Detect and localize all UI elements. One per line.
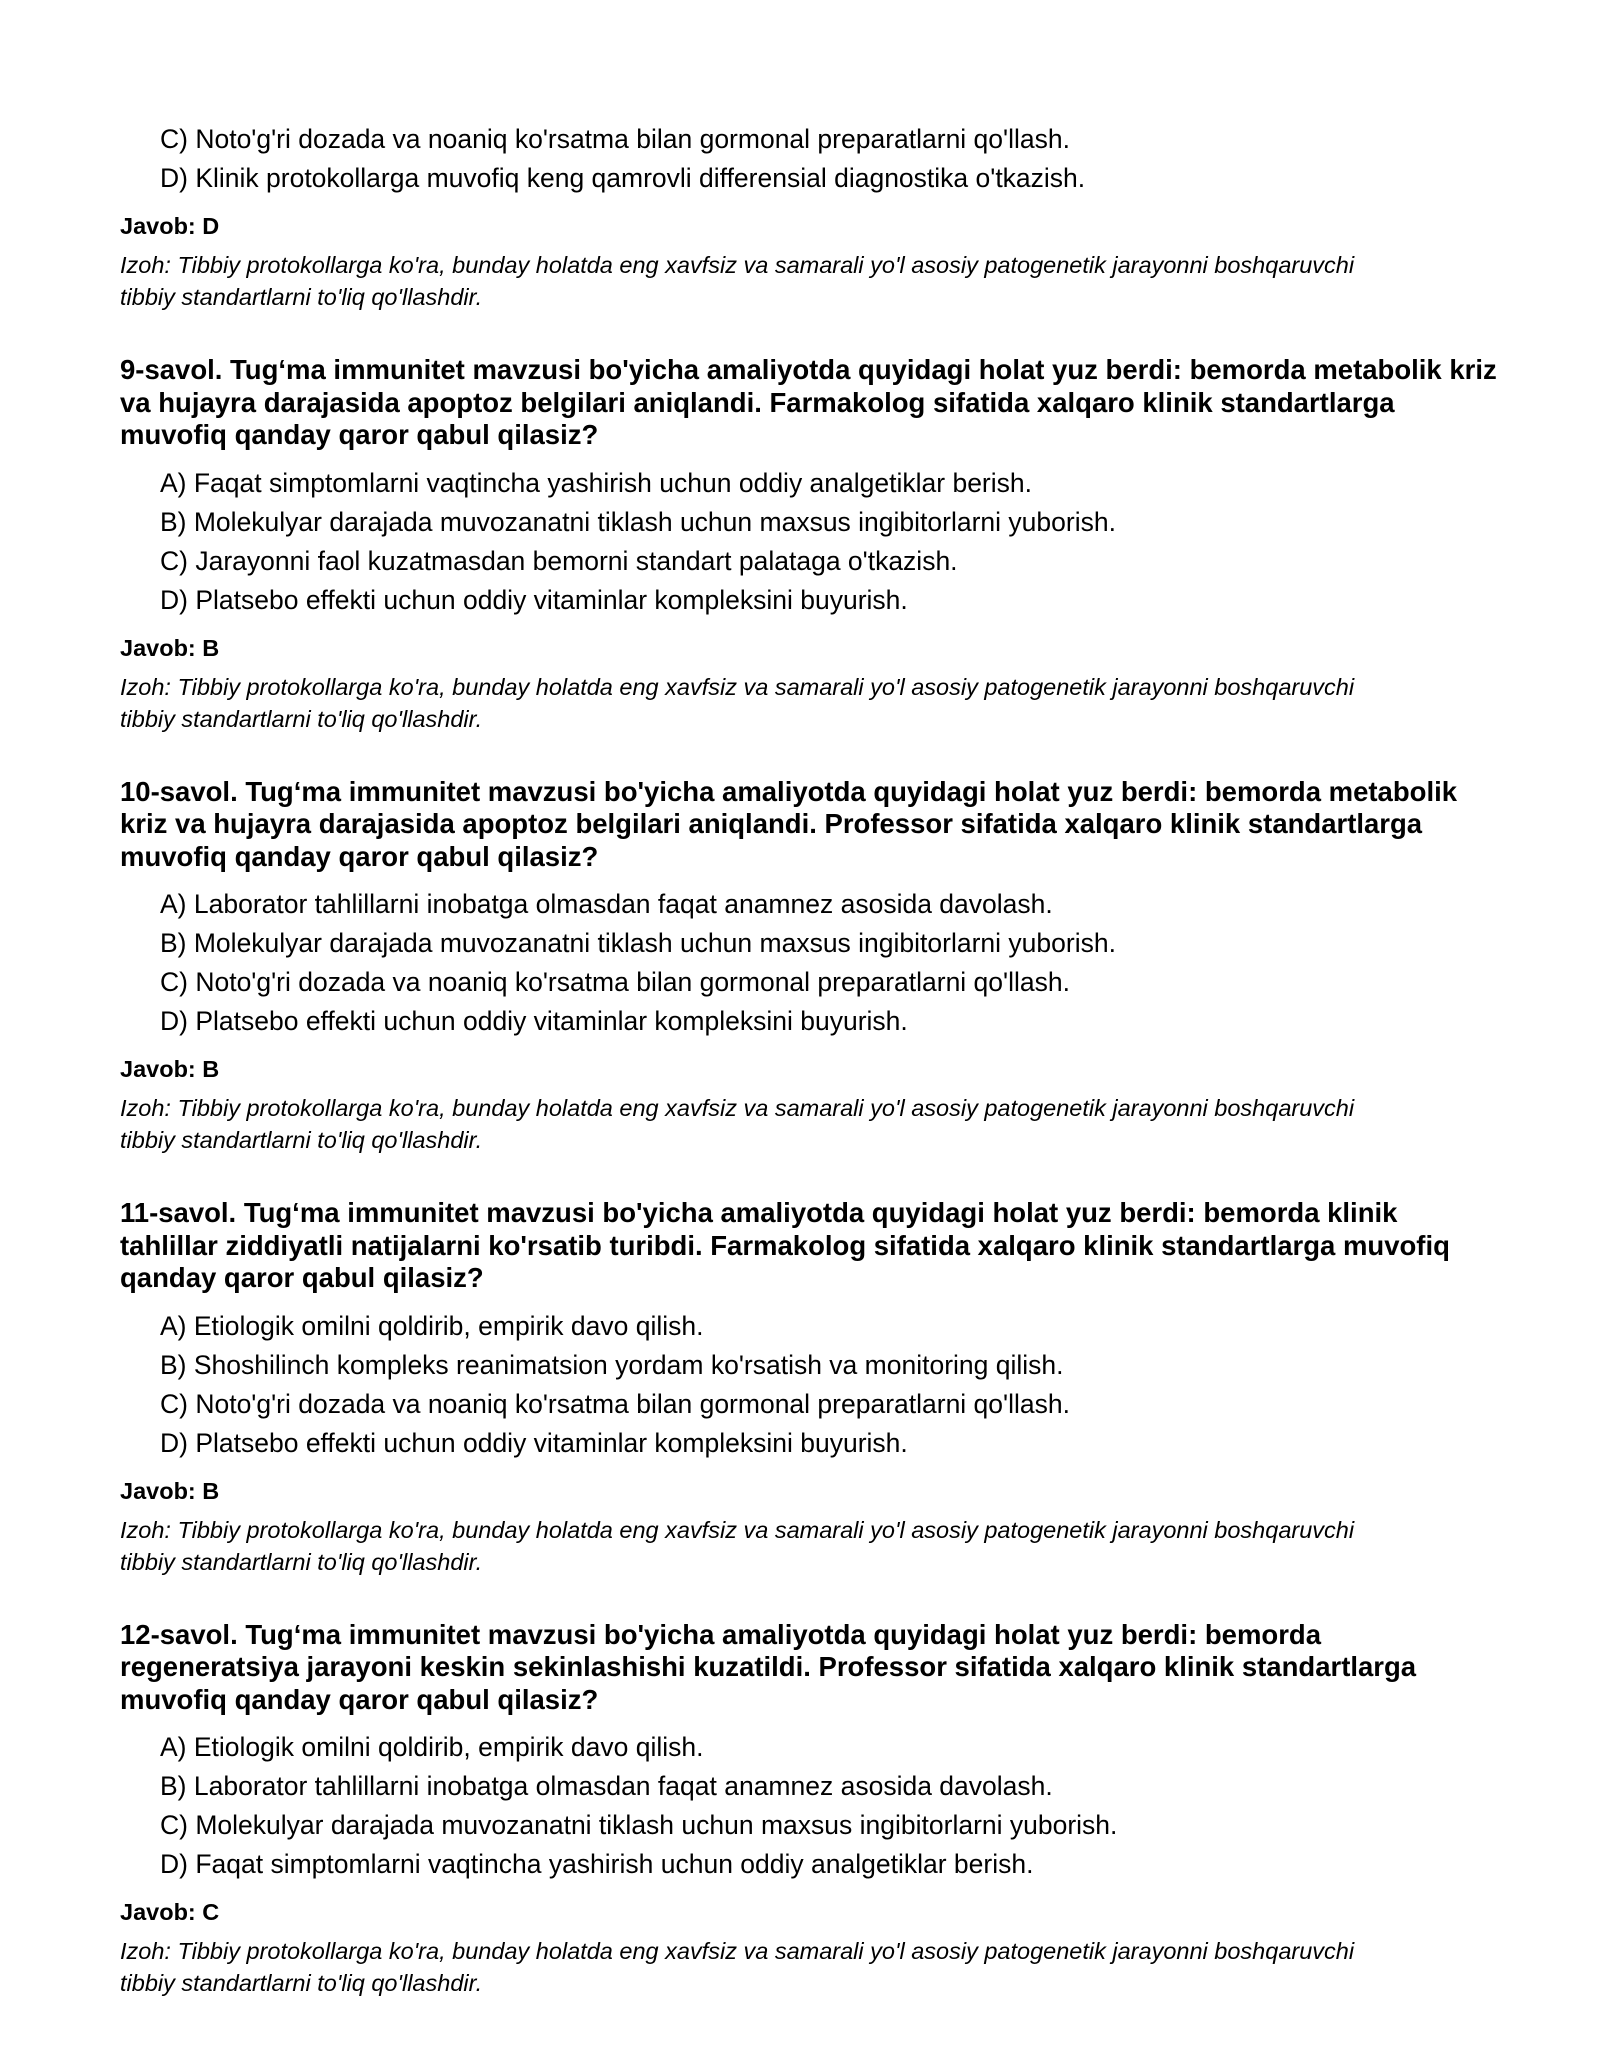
option-list — [120, 120, 1480, 198]
option-c: C) Noto'g'ri dozada va noaniq ko'rsatma bilan gormonal preparatlarni qo'llash. — [160, 1388, 1070, 1419]
answer-label: Javob: B — [120, 1477, 220, 1504]
explanation-note: Izoh: Tibbiy protokollarga ko'ra, bunday holatda eng xavfsiz va samarali yo'l asosiy patogenetik jarayonni boshqaruvchi tibbiy standartlarni to'liq qo'llashdir. — [120, 1095, 1355, 1153]
option-d: D) Platsebo effekti uchun oddiy vitaminlar kompleksini buyurish. — [160, 584, 908, 615]
question-title: 11-savol. Tug‘ma immunitet mavzusi bo'yicha amaliyotda quyidagi holat yuz berdi: bemorda klinik tahlillar ziddiyatli natijalarni ko'rsatib turibdi. Farmakolog sifatida xalqaro klinik standartlarga muvofiq qanday qaror qabul qilasiz? — [120, 1197, 1450, 1293]
option-d: D) Faqat simptomlarni vaqtincha yashirish uchun oddiy analgetiklar berish. — [160, 1849, 1034, 1879]
question-block-10 — [120, 776, 1480, 1157]
option-list — [120, 1728, 1480, 1884]
question-block-9 — [120, 354, 1497, 735]
option-a: A) Faqat simptomlarni vaqtincha yashirish uchun oddiy analgetiklar berish. — [160, 467, 1032, 498]
option-d: D) Platsebo effekti uchun oddiy vitaminlar kompleksini buyurish. — [160, 1427, 908, 1458]
question-block-11 — [120, 1197, 1480, 1578]
explanation-note: Izoh: Tibbiy protokollarga ko'ra, bunday holatda eng xavfsiz va samarali yo'l asosiy patogenetik jarayonni boshqaruvchi tibbiy standartlarni to'liq qo'llashdir. — [120, 1938, 1355, 1996]
option-list — [120, 1307, 1480, 1463]
option-list — [120, 885, 1480, 1041]
answer-label: Javob: B — [120, 634, 220, 661]
explanation-note: Izoh: Tibbiy protokollarga ko'ra, bunday holatda eng xavfsiz va samarali yo'l asosiy patogenetik jarayonni boshqaruvchi tibbiy standartlarni to'liq qo'llashdir. — [120, 673, 1355, 732]
option-d: D) Klinik protokollarga muvofiq keng qamrovli differensial diagnostika o'tkazish. — [160, 163, 1086, 193]
question-block-12 — [120, 1619, 1480, 2000]
option-b: B) Molekulyar darajada muvozanatni tiklash uchun maxsus ingibitorlarni yuborish. — [160, 506, 1116, 537]
option-list — [120, 464, 1480, 620]
option-c: C) Jarayonni faol kuzatmasdan bemorni standart palataga o'tkazish. — [160, 545, 958, 576]
option-c: C) Noto'g'ri dozada va noaniq ko'rsatma bilan gormonal preparatlarni qo'llash. — [160, 967, 1070, 997]
option-a: A) Etiologik omilni qoldirib, empirik davo qilish. — [160, 1310, 704, 1341]
option-c: C) Molekulyar darajada muvozanatni tiklash uchun maxsus ingibitorlarni yuborish. — [160, 1810, 1118, 1840]
answer-label: Javob: B — [120, 1056, 220, 1082]
option-b: B) Laborator tahlillarni inobatga olmasdan faqat anamnez asosida davolash. — [160, 1771, 1053, 1801]
option-d: D) Platsebo effekti uchun oddiy vitaminlar kompleksini buyurish. — [160, 1006, 908, 1036]
explanation-note: Izoh: Tibbiy protokollarga ko'ra, bunday holatda eng xavfsiz va samarali yo'l asosiy patogenetik jarayonni boshqaruvchi tibbiy standartlarni to'liq qo'llashdir. — [120, 252, 1355, 310]
answer-label: Javob: C — [120, 1899, 220, 1925]
answer-label: Javob: D — [120, 213, 220, 239]
question-title: 12-savol. Tug‘ma immunitet mavzusi bo'yicha amaliyotda quyidagi holat yuz berdi: bemorda regeneratsiya jarayoni keskin sekinlashishi kuzatildi. Professor sifatida xalqaro klinik standartlarga muvofiq qanday qaror qabul qilasiz? — [120, 1618, 1417, 1715]
option-b: B) Shoshilinch kompleks reanimatsion yordam ko'rsatish va monitoring qilish. — [160, 1349, 1064, 1380]
explanation-note: Izoh: Tibbiy protokollarga ko'ra, bunday holatda eng xavfsiz va samarali yo'l asosiy patogenetik jarayonni boshqaruvchi tibbiy standartlarni to'liq qo'llashdir. — [120, 1516, 1355, 1575]
option-a: A) Laborator tahlillarni inobatga olmasdan faqat anamnez asosida davolash. — [160, 889, 1053, 919]
question-block-8-continuation — [120, 120, 1480, 313]
option-b: B) Molekulyar darajada muvozanatni tiklash uchun maxsus ingibitorlarni yuborish. — [160, 928, 1116, 958]
question-title: 10-savol. Tug‘ma immunitet mavzusi bo'yicha amaliyotda quyidagi holat yuz berdi: bemorda metabolik kriz va hujayra darajasida apoptoz belgilari aniqlandi. Professor sifatida xalqaro klinik standartlarga muvofiq qanday qaror qabul qilasiz? — [120, 775, 1458, 872]
option-a: A) Etiologik omilni qoldirib, empirik davo qilish. — [160, 1732, 704, 1762]
question-title: 9-savol. Tug‘ma immunitet mavzusi bo'yicha amaliyotda quyidagi holat yuz berdi: bemorda metabolik kriz va hujayra darajasida apoptoz belgilari aniqlandi. Farmakolog sifatida xalqaro klinik standartlarga muvofiq qanday qaror qabul qilasiz? — [120, 354, 1497, 450]
option-c: C) Noto'g'ri dozada va noaniq ko'rsatma bilan gormonal preparatlarni qo'llash. — [160, 124, 1070, 154]
